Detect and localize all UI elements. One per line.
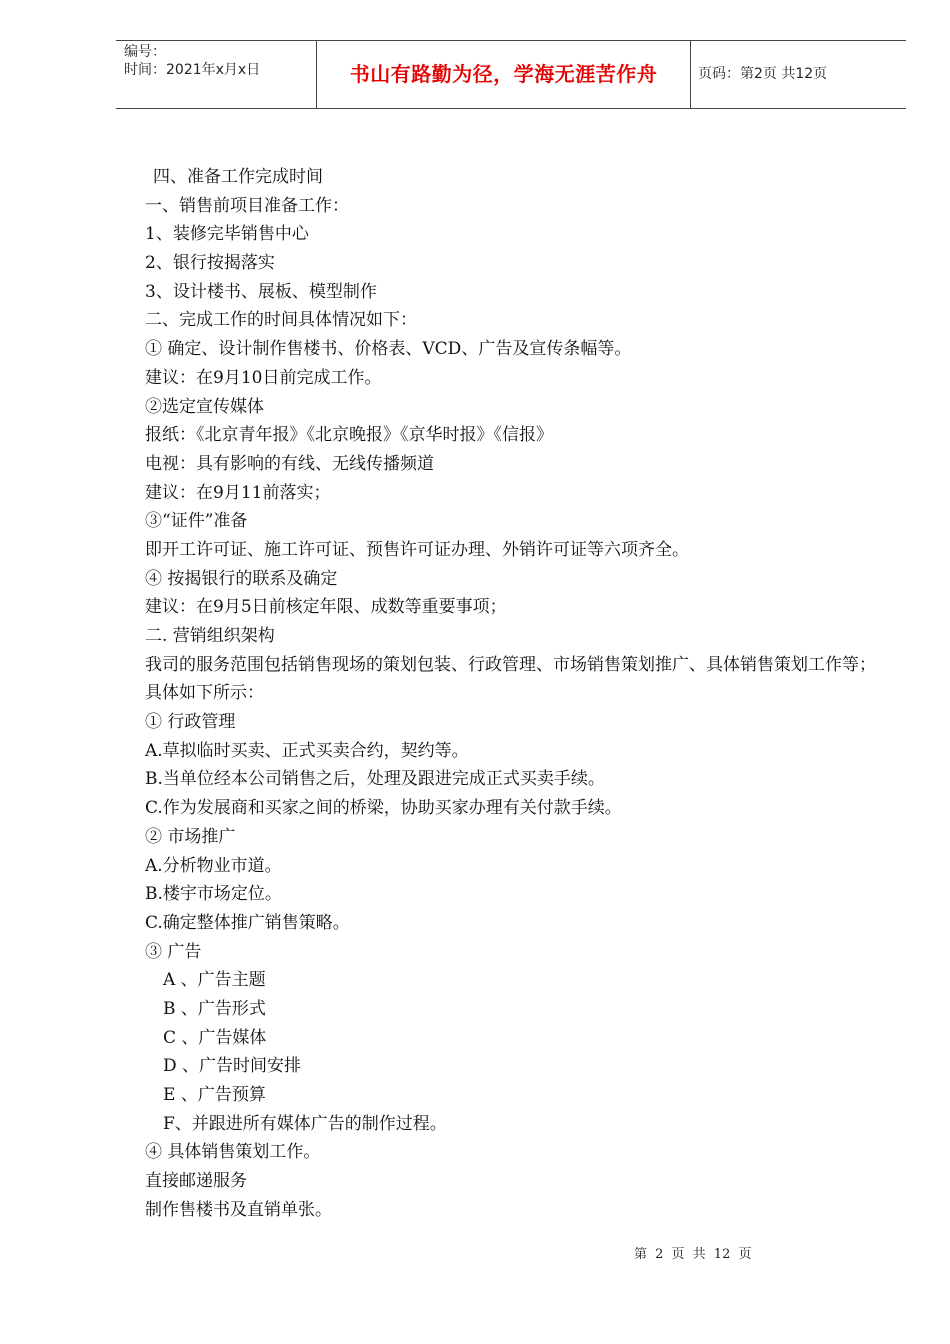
document-body	[145, 163, 885, 1224]
motto-text: 书山有路勤为径，学海无涯苦作舟	[349, 62, 658, 86]
paragraph-line: 直接邮递服务	[145, 1171, 247, 1192]
list-item: ②选定宣传媒体	[145, 396, 264, 417]
sub-list-item: D 、广告时间安排	[163, 1056, 302, 1077]
paragraph-line: B.楼宇市场定位。	[145, 884, 282, 905]
paragraph: 我司的服务范围包括销售现场的策划包装、行政管理、市场销售策划推广、具体销售策划工作等；具体如下所示：	[145, 654, 876, 704]
document-number-label: 编号：	[124, 44, 166, 60]
subsection-heading: 二、完成工作的时间具体情况如下：	[145, 310, 417, 331]
list-item: ① 行政管理	[145, 712, 236, 733]
list-item: ② 市场推广	[145, 826, 236, 847]
paragraph-line: 电视：具有影响的有线、无线传播频道	[145, 453, 434, 474]
page-code: 页码：第2页 共12页	[698, 66, 828, 82]
sub-list-item: C 、广告媒体	[163, 1027, 267, 1048]
header-meta	[116, 41, 316, 108]
paragraph-line: 即开工许可证、施工许可证、预售许可证办理、外销许可证等六项齐全。	[145, 539, 689, 560]
list-item: ④ 按揭银行的联系及确定	[145, 568, 338, 589]
page-footer: 第 2 页 共 12 页	[634, 1247, 752, 1262]
paragraph-line: 制作售楼书及直销单张。	[145, 1199, 332, 1220]
list-item: 3、设计楼书、展板、模型制作	[145, 281, 377, 302]
paragraph-line: C.确定整体推广销售策略。	[145, 912, 350, 933]
paragraph-line: B.当单位经本公司销售之后，处理及跟进完成正式买卖手续。	[145, 769, 605, 790]
page-header	[116, 40, 906, 109]
list-item: ③“证件”准备	[145, 511, 248, 532]
document-time-label: 时间：2021年x月x日	[124, 62, 261, 78]
sub-list-item: F、并跟进所有媒体广告的制作过程。	[163, 1113, 447, 1134]
sub-list-item: B 、广告形式	[163, 998, 266, 1019]
list-item: 2、银行按揭落实	[145, 253, 275, 274]
sub-list-item: A 、广告主题	[163, 970, 266, 991]
subsection-heading: 二. 营销组织架构	[145, 626, 275, 646]
paragraph-line: 建议：在9月10日前完成工作。	[145, 367, 382, 388]
paragraph-line: 报纸：《北京青年报》《北京晚报》《京华时报》《信报》	[145, 425, 553, 446]
paragraph-line: 建议：在9月11前落实；	[145, 482, 331, 503]
paragraph-line: A.分析物业市道。	[145, 855, 282, 876]
list-item: ① 确定、设计制作售楼书、价格表、VCD、广告及宣传条幅等。	[145, 339, 632, 360]
header-page-cell	[690, 41, 906, 108]
header-motto-cell	[316, 41, 691, 108]
paragraph-line: 建议：在9月5日前核定年限、成数等重要事项；	[145, 597, 507, 618]
list-item: ④ 具体销售策划工作。	[145, 1142, 321, 1163]
sub-list-item: E 、广告预算	[163, 1085, 266, 1106]
list-item: ③ 广告	[145, 941, 202, 962]
subsection-heading: 一、销售前项目准备工作：	[145, 195, 349, 216]
paragraph-line: A.草拟临时买卖、正式买卖合约，契约等。	[145, 740, 469, 761]
paragraph-line: C.作为发展商和买家之间的桥梁，协助买家办理有关付款手续。	[145, 798, 622, 819]
section-heading: 四、准备工作完成时间	[153, 167, 323, 187]
list-item: 1、装修完毕销售中心	[145, 224, 309, 245]
